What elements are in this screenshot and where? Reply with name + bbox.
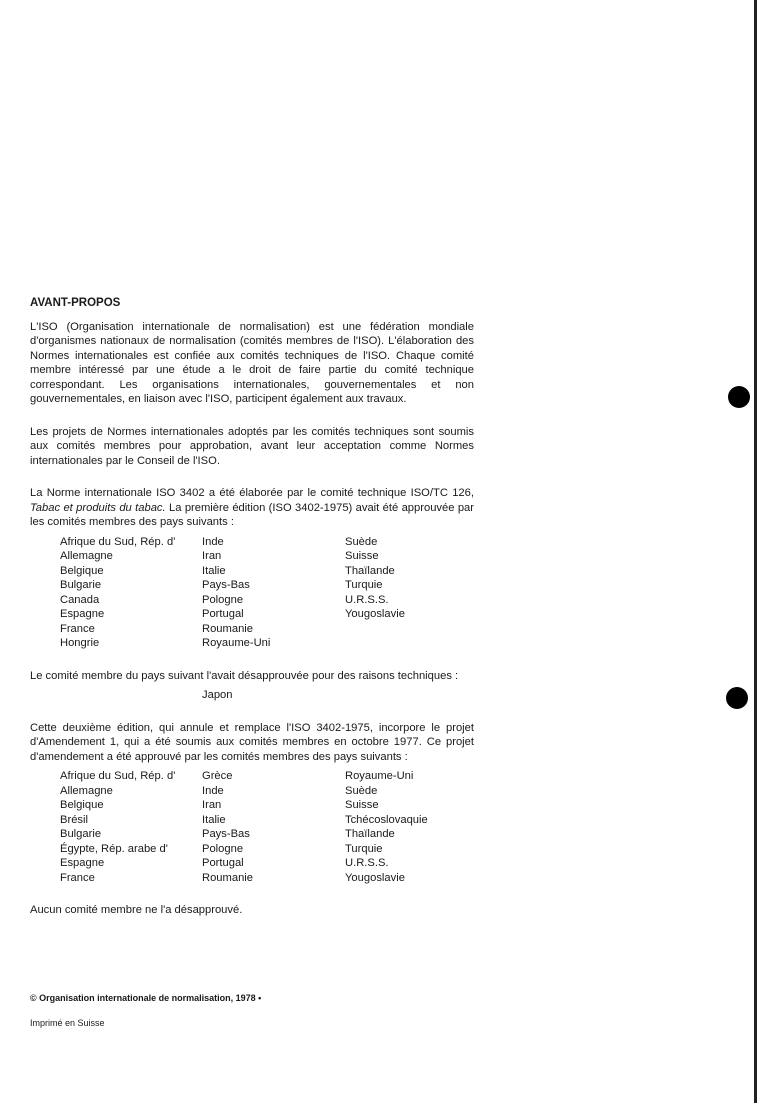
country-row xyxy=(60,622,405,637)
country-row xyxy=(60,549,405,564)
committee-title-italic: Tabac et produits du tabac. xyxy=(30,501,166,514)
country-row xyxy=(60,856,428,871)
country-cell: Pays-Bas xyxy=(202,828,250,840)
country-cell: Thaïlande xyxy=(345,828,395,840)
country-cell: Iran xyxy=(202,799,222,811)
country-cell: Canada xyxy=(60,593,100,606)
country-cell: Turquie xyxy=(345,842,383,855)
country-row xyxy=(60,798,428,813)
paragraph-disapproval: Le comité membre du pays suivant l'avait désapprouvée pour des raisons techniques : xyxy=(30,669,459,682)
country-cell: Iran xyxy=(202,550,222,562)
country-cell: Pologne xyxy=(202,842,244,855)
copyright-notice: © Organisation internationale de normalisation, 1978 • xyxy=(30,993,262,1003)
country-row xyxy=(60,813,428,828)
country-cell: Roumanie xyxy=(202,622,253,635)
country-cell: Espagne xyxy=(60,857,105,869)
disapproving-country: Japon xyxy=(202,689,233,701)
paragraph-second-edition: Cette deuxième édition, qui annule et remplace l'ISO 3402-1975, incorpore le projet d'Amendement 1, qui a été soumis aux comités membres en octobre 1977. Ce projet d'amendement a été approuvé par les comités membres des pays suivants : xyxy=(30,721,474,763)
printed-in-notice: Imprimé en Suisse xyxy=(30,1018,105,1028)
approving-countries-table-2 xyxy=(60,769,428,885)
country-cell: Allemagne xyxy=(60,784,113,797)
paragraph-standard-origin-start: La Norme internationale ISO 3402 a été élaborée par le comité technique ISO/TC 126, xyxy=(30,487,474,499)
paragraph-iso-intro: L'ISO (Organisation internationale de normalisation) est une fédération mondiale d'organismes nationaux de normalisation (comités membres de l'ISO). L'élaboration des Normes internationales est confiée aux comités techniques de l'ISO. Chaque comité membre intéressé par une étude a le droit de faire partie du comité technique correspondant. Les organisations internationales, gouvernementales et non gouvernementales, en liaison avec l'ISO, participent également aux travaux. xyxy=(30,320,474,405)
country-cell xyxy=(345,622,405,637)
country-cell: Turquie xyxy=(345,579,383,591)
country-cell: Suède xyxy=(345,784,378,797)
country-cell: Royaume-Uni xyxy=(345,770,414,782)
country-cell: Italie xyxy=(202,813,226,826)
country-cell: Grèce xyxy=(202,770,233,782)
country-cell: Portugal xyxy=(202,857,244,869)
country-row xyxy=(60,784,428,799)
section-heading: AVANT-PROPOS xyxy=(30,297,121,309)
country-cell: Suisse xyxy=(345,799,379,811)
country-cell: Hongrie xyxy=(60,637,100,649)
paragraph-no-disapproval: Aucun comité membre ne l'a désapprouvé. xyxy=(30,904,243,916)
country-cell: Pays-Bas xyxy=(202,579,250,591)
country-cell: Pologne xyxy=(202,593,244,606)
paragraph-standard-origin-end: La première édition (ISO 3402-1975) avait été approuvée par les comités membres des pays suivants : xyxy=(30,501,474,528)
country-cell: Allemagne xyxy=(60,550,113,562)
country-row xyxy=(60,593,405,608)
paragraph-standard-origin xyxy=(30,486,474,530)
country-row xyxy=(60,769,428,784)
country-cell: Suède xyxy=(345,535,378,548)
country-cell: Italie xyxy=(202,564,226,577)
country-cell: Brésil xyxy=(60,813,88,826)
punch-hole-top xyxy=(728,386,750,408)
country-row xyxy=(60,871,428,886)
country-row xyxy=(60,842,428,857)
country-cell: Espagne xyxy=(60,608,105,620)
punch-hole-bottom xyxy=(726,687,748,709)
country-cell: France xyxy=(60,871,95,884)
page-edge-line xyxy=(754,0,757,1103)
country-cell: Afrique du Sud, Rép. d' xyxy=(60,770,176,782)
foreword-section xyxy=(30,296,474,936)
country-cell xyxy=(345,636,405,651)
country-cell: France xyxy=(60,622,95,635)
country-cell: Belgique xyxy=(60,799,104,811)
country-cell: Égypte, Rép. arabe d' xyxy=(60,842,168,855)
country-row xyxy=(60,607,405,622)
country-cell: Bulgarie xyxy=(60,579,102,591)
country-cell: Roumanie xyxy=(202,871,253,884)
country-cell: Portugal xyxy=(202,608,244,620)
country-cell: Inde xyxy=(202,784,224,797)
country-cell: Afrique du Sud, Rép. d' xyxy=(60,535,176,548)
country-row xyxy=(60,535,405,550)
country-row xyxy=(60,636,405,651)
country-cell: U.R.S.S. xyxy=(345,857,389,869)
country-row xyxy=(60,827,428,842)
country-row xyxy=(60,564,405,579)
country-cell: Yougoslavie xyxy=(345,871,405,884)
paragraph-draft-approval: Les projets de Normes internationales adoptés par les comités techniques sont soumis aux comités membres pour approbation, avant leur acceptation comme Normes internationales par le Conseil de l'ISO. xyxy=(30,425,474,467)
country-cell: Thaïlande xyxy=(345,564,395,577)
country-cell: Belgique xyxy=(60,564,104,577)
country-cell: Royaume-Uni xyxy=(202,637,271,649)
country-cell: Inde xyxy=(202,535,224,548)
country-row xyxy=(60,578,405,593)
country-cell: U.R.S.S. xyxy=(345,593,389,606)
country-cell: Yougoslavie xyxy=(345,608,405,620)
country-cell: Tchécoslovaquie xyxy=(345,813,428,826)
country-cell: Suisse xyxy=(345,550,379,562)
country-cell: Bulgarie xyxy=(60,828,102,840)
approving-countries-table-1 xyxy=(60,535,405,651)
